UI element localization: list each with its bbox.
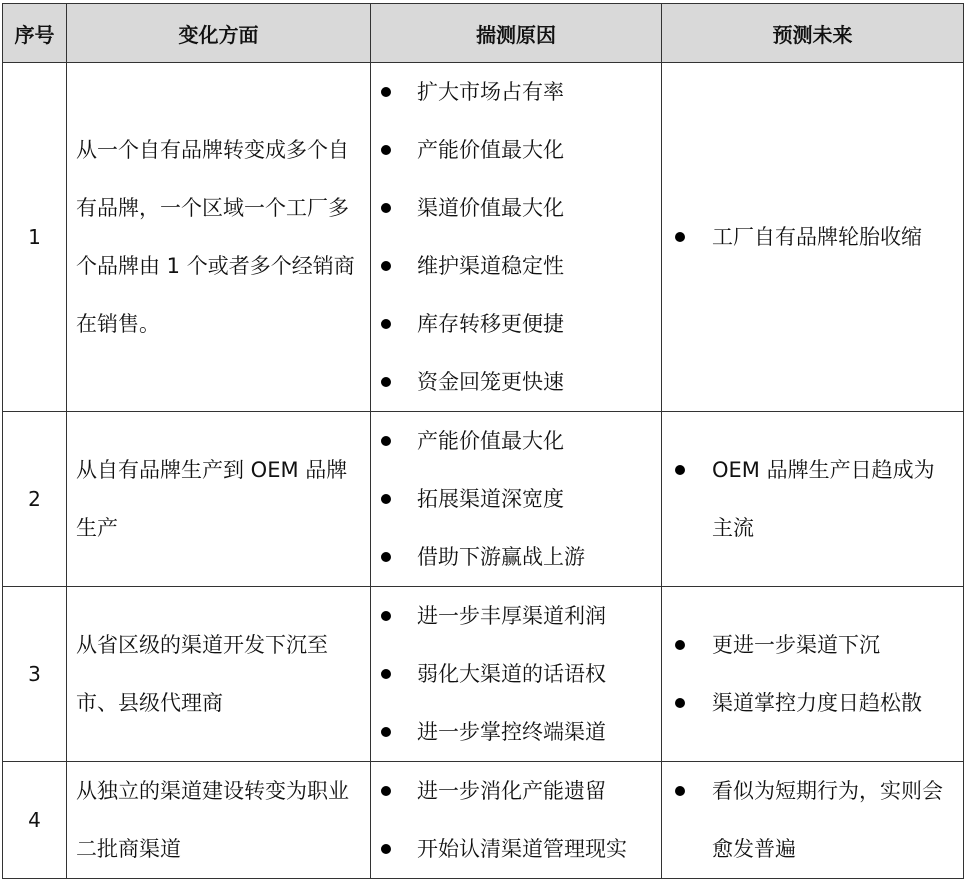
future-item-text: 渠道掌控力度日趋松散 — [712, 691, 922, 715]
header-future: 预测未来 — [662, 4, 964, 63]
bullet-dot-icon — [675, 786, 685, 796]
bullet-dot-icon — [381, 494, 391, 504]
future-cell — [662, 762, 964, 879]
reason-item — [371, 412, 661, 470]
bullet-dot-icon — [381, 145, 391, 155]
reason-item-text: 开始认清渠道管理现实 — [417, 837, 627, 861]
change-cell: 从一个自有品牌转变成多个自有品牌，一个区域一个工厂多个品牌由 1 个或者多个经销商在销售。 — [67, 63, 371, 412]
reason-item — [371, 703, 661, 761]
future-item — [662, 616, 963, 674]
future-cell — [662, 412, 964, 587]
reason-item-text: 渠道价值最大化 — [417, 196, 564, 220]
row-number: 1 — [3, 63, 67, 412]
change-cell: 从独立的渠道建设转变为职业二批商渠道 — [67, 762, 371, 879]
bullet-dot-icon — [381, 611, 391, 621]
reason-item-text: 维护渠道稳定性 — [417, 254, 564, 278]
bullet-dot-icon — [381, 261, 391, 271]
reason-item-text: 产能价值最大化 — [417, 429, 564, 453]
future-item-text: OEM 品牌生产日趋成为主流 — [712, 458, 935, 540]
reason-item-text: 扩大市场占有率 — [417, 80, 564, 104]
analysis-table — [2, 3, 964, 879]
future-cell — [662, 63, 964, 412]
reason-item-text: 进一步掌控终端渠道 — [417, 720, 606, 744]
header-reason: 揣测原因 — [371, 4, 662, 63]
reason-item — [371, 587, 661, 645]
bullet-dot-icon — [381, 87, 391, 97]
future-item-text: 看似为短期行为，实则会愈发普遍 — [712, 779, 943, 861]
future-item-list — [662, 762, 963, 878]
reason-item-text: 库存转移更便捷 — [417, 312, 564, 336]
reason-item-text: 弱化大渠道的话语权 — [417, 662, 606, 686]
bullet-dot-icon — [675, 465, 685, 475]
change-cell: 从省区级的渠道开发下沉至市、县级代理商 — [67, 587, 371, 762]
row-number: 3 — [3, 587, 67, 762]
table-row — [3, 587, 964, 762]
reason-item-list — [371, 762, 661, 878]
header-row — [3, 4, 964, 63]
table-row — [3, 412, 964, 587]
reason-cell — [371, 587, 662, 762]
table-row — [3, 63, 964, 412]
reason-item — [371, 645, 661, 703]
header-change: 变化方面 — [67, 4, 371, 63]
bullet-dot-icon — [675, 640, 685, 650]
reason-item — [371, 121, 661, 179]
reason-item-text: 拓展渠道深宽度 — [417, 487, 564, 511]
future-item-text: 更进一步渠道下沉 — [712, 633, 880, 657]
reason-item-text: 借助下游赢战上游 — [417, 545, 585, 569]
bullet-dot-icon — [675, 698, 685, 708]
reason-item — [371, 820, 661, 878]
bullet-dot-icon — [381, 669, 391, 679]
bullet-dot-icon — [381, 552, 391, 562]
header-num: 序号 — [3, 4, 67, 63]
future-item-list — [662, 441, 963, 557]
bullet-dot-icon — [381, 436, 391, 446]
future-item — [662, 762, 963, 878]
reason-item — [371, 353, 661, 411]
future-cell — [662, 587, 964, 762]
reason-cell — [371, 762, 662, 879]
reason-cell — [371, 63, 662, 412]
bullet-dot-icon — [381, 377, 391, 387]
reason-item — [371, 528, 661, 586]
row-number: 2 — [3, 412, 67, 587]
bullet-dot-icon — [381, 203, 391, 213]
future-item-list — [662, 208, 963, 266]
reason-item-text: 进一步消化产能遗留 — [417, 779, 606, 803]
row-number: 4 — [3, 762, 67, 879]
future-item-list — [662, 616, 963, 732]
reason-cell — [371, 412, 662, 587]
table-row — [3, 762, 964, 879]
future-item-text: 工厂自有品牌轮胎收缩 — [712, 225, 922, 249]
reason-item-text: 产能价值最大化 — [417, 138, 564, 162]
reason-item-text: 进一步丰厚渠道利润 — [417, 604, 606, 628]
future-item — [662, 208, 963, 266]
reason-item-list — [371, 63, 661, 411]
reason-item — [371, 63, 661, 121]
reason-item-list — [371, 587, 661, 761]
bullet-dot-icon — [675, 232, 685, 242]
reason-item-text: 资金回笼更快速 — [417, 370, 564, 394]
future-item — [662, 441, 963, 557]
bullet-dot-icon — [381, 786, 391, 796]
bullet-dot-icon — [381, 727, 391, 737]
reason-item — [371, 762, 661, 820]
reason-item — [371, 237, 661, 295]
change-cell: 从自有品牌生产到 OEM 品牌生产 — [67, 412, 371, 587]
bullet-dot-icon — [381, 319, 391, 329]
reason-item — [371, 470, 661, 528]
reason-item — [371, 295, 661, 353]
reason-item — [371, 179, 661, 237]
reason-item-list — [371, 412, 661, 586]
bullet-dot-icon — [381, 844, 391, 854]
future-item — [662, 674, 963, 732]
